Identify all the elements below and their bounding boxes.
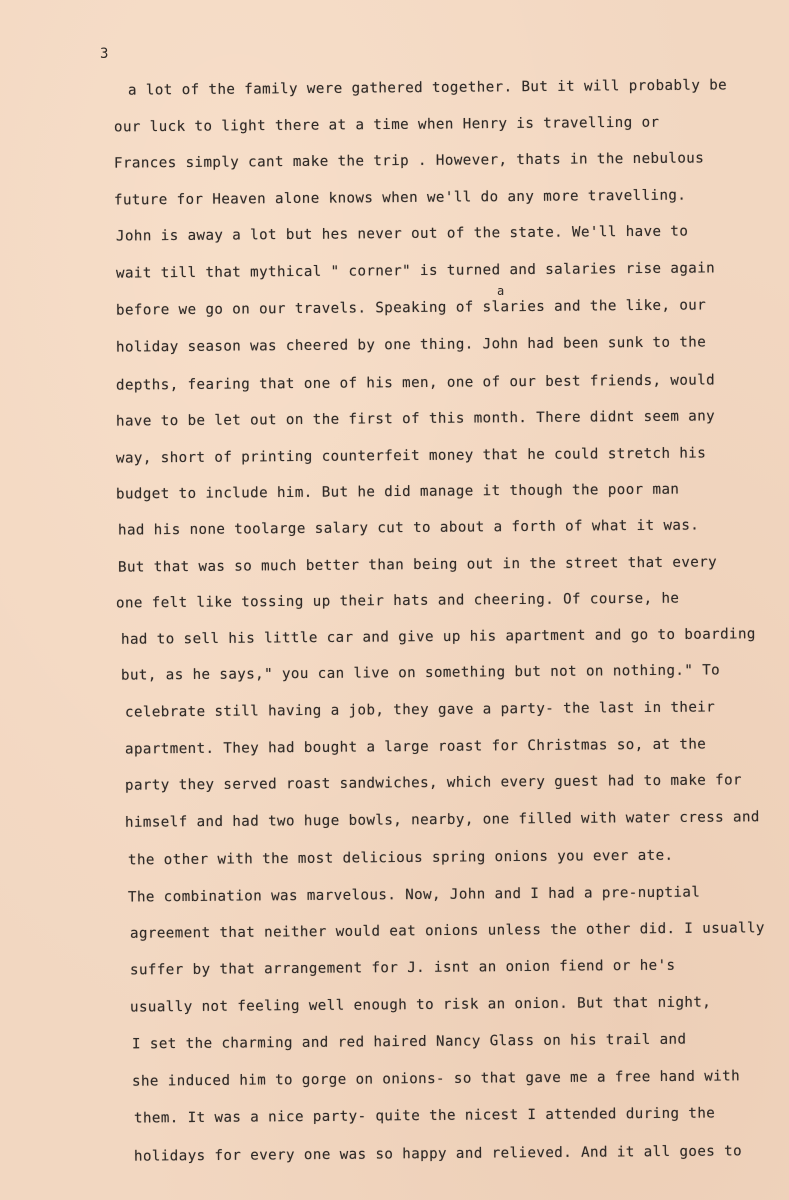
text-line: had to sell his little car and give up his apartment and go to boarding [120,626,756,648]
text-line: she induced him to gorge on onions- so that gave me a free hand with [131,1068,741,1090]
text-line: future for Heaven alone knows when we'll do any more travelling. [113,187,687,209]
text-line: party they served roast sandwiches, which every guest had to make for [124,772,743,794]
text-line: holidays for every one was so happy and relieved. And it all goes to [133,1143,743,1165]
text-line: apartment. They had bought a large roast for Christmas so, at the [124,736,707,758]
text-line: our luck to light there at a time when Henry is travelling or [113,114,660,136]
text-line: John is away a lot but hes never out of the state. We'll have to [115,223,689,245]
text-line: I set the charming and red haired Nancy Glass on his trail and [131,1031,687,1053]
handwritten-insert-mark: a [497,284,505,298]
text-line: himself and had two huge bowls, nearby, one filled with water cress and [124,809,760,831]
text-line: But that was so much better than being out in the street that every [117,554,718,576]
text-line: agreement that neither would eat onions unless the other did. I usually [129,920,765,942]
text-line: way, short of printing counterfeit money that he could stretch his [115,445,707,467]
text-line: celebrate still having a job, they gave a party- the last in their [124,699,716,721]
text-line: usually not feeling well enough to risk an onion. But that night, [129,994,712,1016]
text-line: The combination was marvelous. Now, John and I had a pre-nuptial [127,884,701,906]
page-number: 3 [100,46,109,62]
text-line: them. It was a nice party- quite the nicest I attended during the [133,1105,716,1127]
text-line: wait till that mythical " corner" is turned and salaries rise again [115,260,716,282]
text-line: the other with the most delicious spring onions you ever ate. [127,847,674,869]
text-line: one felt like tossing up their hats and cheering. Of course, he [115,590,680,612]
text-line: have to be let out on the first of this month. There didnt seem any [115,408,716,430]
text-line: Frances simply cant make the trip . However, thats in the nebulous [113,150,705,172]
text-line: had his none toolarge salary cut to about a forth of what it was. [117,517,700,539]
text-line: suffer by that arrangement for J. isnt an onion fiend or he's [129,957,676,979]
text-line: a lot of the family were gathered together. But it will probably be [127,77,728,99]
text-line: budget to include him. But he did manage it though the poor man [115,481,680,503]
text-line: before we go on our travels. Speaking of slaries and the like, our [115,297,707,319]
text-line: depths, fearing that one of his men, one of our best friends, would [115,372,716,394]
text-line: but, as he says," you can live on something but not on nothing." To [120,662,721,684]
text-line: holiday season was cheered by one thing. John had been sunk to the [115,334,707,356]
